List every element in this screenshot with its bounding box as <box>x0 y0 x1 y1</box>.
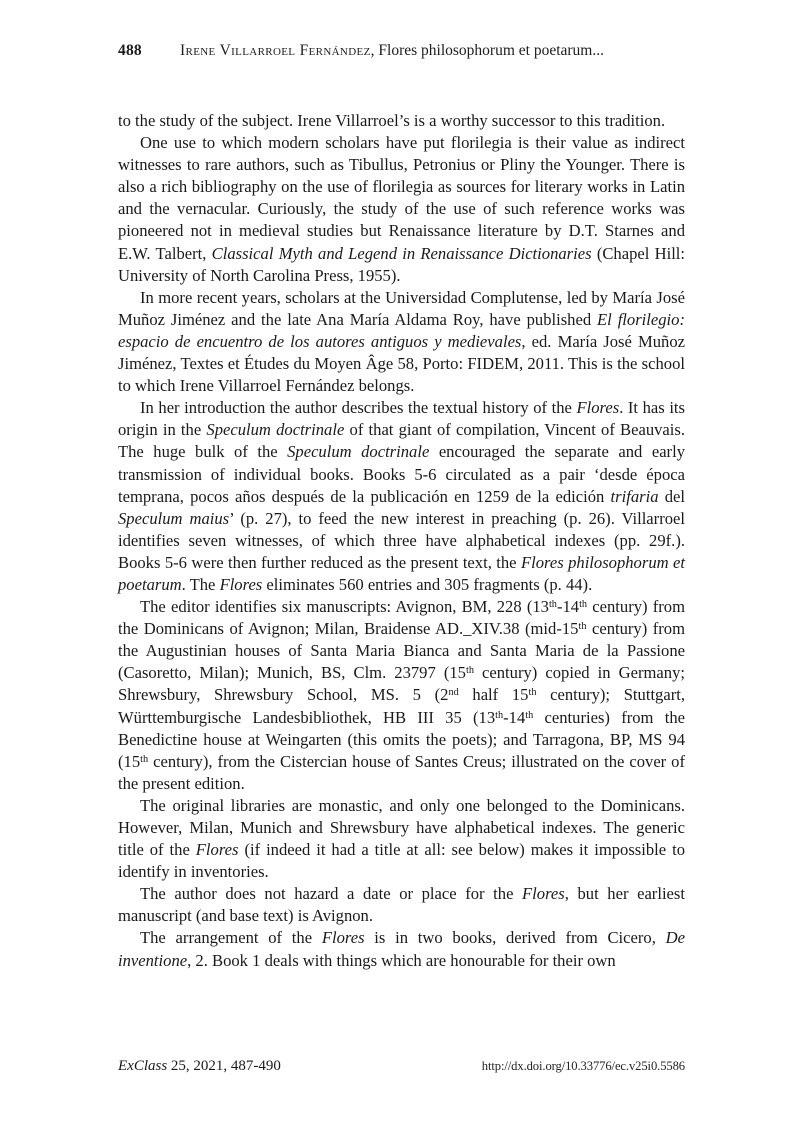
italic-title: Flores <box>522 884 565 904</box>
italic-title: Flores <box>321 928 365 948</box>
para-arrangement <box>118 927 685 971</box>
text-run: to the study of the subject. Irene Villarroel’s is a worthy successor to this tradition. <box>118 111 666 130</box>
running-head-separator: , <box>370 42 379 59</box>
journal-name: ExClass <box>118 1058 168 1074</box>
journal-citation <box>118 1058 281 1075</box>
text-run: encouraged the separate and early transmission of individual books. Books 5-6 circulated as a pair ‘desde época temprana, pocos años después de la publicación en 1259 de la edición <box>118 442 685 506</box>
text-run: centuries) from the Benedictine house at Weingarten (this omits the poets); and Tarragona, BP, MS 94 (15 <box>118 707 685 771</box>
text-run: century) copied in Germany; Shrewsbury, Shrewsbury School, MS. 5 (2 <box>118 663 685 705</box>
italic-title: Classical Myth and Legend in Renaissance Dictionaries <box>211 243 592 263</box>
text-run: . The <box>181 574 220 594</box>
text-run: , but her earliest manuscript (and base text) is Avignon. <box>118 884 685 926</box>
italic-title: Flores <box>219 574 263 594</box>
ordinal-superscript: th <box>579 599 588 611</box>
doi-link[interactable]: http://dx.doi.org/10.33776/ec.v25i0.5586 <box>481 1059 685 1073</box>
ordinal-superscript: th <box>528 687 537 699</box>
text-run: century), from the Cistercian house of Santes Creus; illustrated on the cover of the present edition. <box>118 751 685 793</box>
text-run: One use to which modern scholars have put florilegia is their value as indirect witnesses to rare authors, such as Tibullus, Petronius or Pliny the Younger. There is also a rich bibliography on the use of florilegia as sources for literary works in Latin and the vernacular. Curiously, the study of the use of such reference works was pioneered not in medieval studies but Renaissance literature by D.T. Starnes and E.W. Talbert, <box>118 133 685 263</box>
text-run: century) from the Dominicans of Avignon; Milan, Braidense AD._XIV.38 (mid-15 <box>118 597 685 639</box>
text-run: (if indeed it had a title at all: see below) makes it impossible to identify in inventories. <box>118 840 685 882</box>
ordinal-superscript: th <box>578 621 587 633</box>
text-run: -14 <box>556 597 580 617</box>
para-tradition <box>118 110 685 132</box>
ordinal-superscript: th <box>548 599 557 611</box>
running-head-work: Flores philosophorum et poetarum... <box>378 42 604 59</box>
text-run: In more recent years, scholars at the Universidad Complutense, led by María José Muñoz Jiménez and the late Ana María Aldama Roy, have published <box>118 287 685 329</box>
italic-title: Speculum doctrinale <box>287 442 430 462</box>
running-head <box>118 42 684 66</box>
page-number: 488 <box>118 42 142 59</box>
text-run: of that giant of compilation, Vincent of Beauvais. The huge bulk of the <box>118 420 686 462</box>
text-run: half 15 <box>458 685 529 705</box>
ordinal-superscript: th <box>495 709 504 721</box>
ordinal-superscript: th <box>140 753 149 765</box>
running-head-title <box>180 42 604 60</box>
para-complutense <box>118 287 685 397</box>
running-head-author: Irene Villarroel Fernández <box>180 42 371 59</box>
text-run: ’ (p. 27), to feed the new interest in preaching (p. 26). Villarroel identifies seven witnesses, of which three have alphabetical indexes (pp. 29f.). Books 5-6 were then further reduced as the present text, the <box>118 508 685 572</box>
italic-title: El florilegio: espacio de encuentro de los autores antiguos y medievales <box>118 309 685 351</box>
text-run: , 2. Book 1 deals with things which are honourable for their own <box>187 950 616 970</box>
text-run: century); Stuttgart, Württemburgische Landesbibliothek, HB III 35 (13 <box>118 685 685 727</box>
text-run: In her introduction the author describes the textual history of the <box>140 398 577 418</box>
italic-title: Speculum maius <box>118 508 230 528</box>
para-date-place <box>118 883 685 927</box>
ordinal-superscript: th <box>465 665 474 677</box>
italic-title: Flores <box>195 840 239 860</box>
ordinal-superscript: th <box>525 709 534 721</box>
text-run: del <box>658 486 685 506</box>
text-run: is in two books, derived from Cicero, <box>364 928 666 948</box>
text-run: , ed. María José Muñoz Jiménez, Textes et Études du Moyen Âge 58, Porto: FIDEM, 2011. This is the school to which Irene Villarroel Fernández belongs. <box>118 331 685 396</box>
journal-volume-pages: 25, 2021, 487-490 <box>167 1058 281 1074</box>
para-florilegia-uses <box>118 132 685 287</box>
text-run: eliminates 560 entries and 305 fragments (p. 44). <box>262 574 593 594</box>
text-run: (Chapel Hill: University of North Carolina Press, 1955). <box>118 243 686 285</box>
text-run: . It has its origin in the <box>118 398 685 440</box>
text-run: The author does not hazard a date or place for the <box>140 884 523 904</box>
italic-title: De inventione <box>118 928 685 970</box>
ordinal-superscript: nd <box>448 687 459 699</box>
italic-title: Flores philosophorum et poetarum <box>118 552 685 594</box>
italic-title: trifaria <box>610 486 659 506</box>
para-manuscripts <box>118 596 685 795</box>
para-textual-history <box>118 397 685 596</box>
text-run: The original libraries are monastic, and only one belonged to the Dominicans. However, Milan, Munich and Shrewsbury have alphabetical indexes. The generic title of the <box>118 795 685 860</box>
text-run: The editor identifies six manuscripts: Avignon, BM, 228 (13 <box>140 597 549 617</box>
page-footer <box>118 1058 685 1080</box>
italic-title: Speculum doctrinale <box>206 420 345 440</box>
para-libraries <box>118 795 685 883</box>
text-run: century) from the Augustinian houses of Santa Maria Bianca and Santa Maria de la Passione (Casoretto, Milan); Munich, BS, Clm. 23797 (15 <box>118 619 685 683</box>
text-run: -14 <box>503 707 526 727</box>
text-run: The arrangement of the <box>140 928 322 948</box>
body-text <box>118 110 685 972</box>
italic-title: Flores <box>576 398 620 418</box>
